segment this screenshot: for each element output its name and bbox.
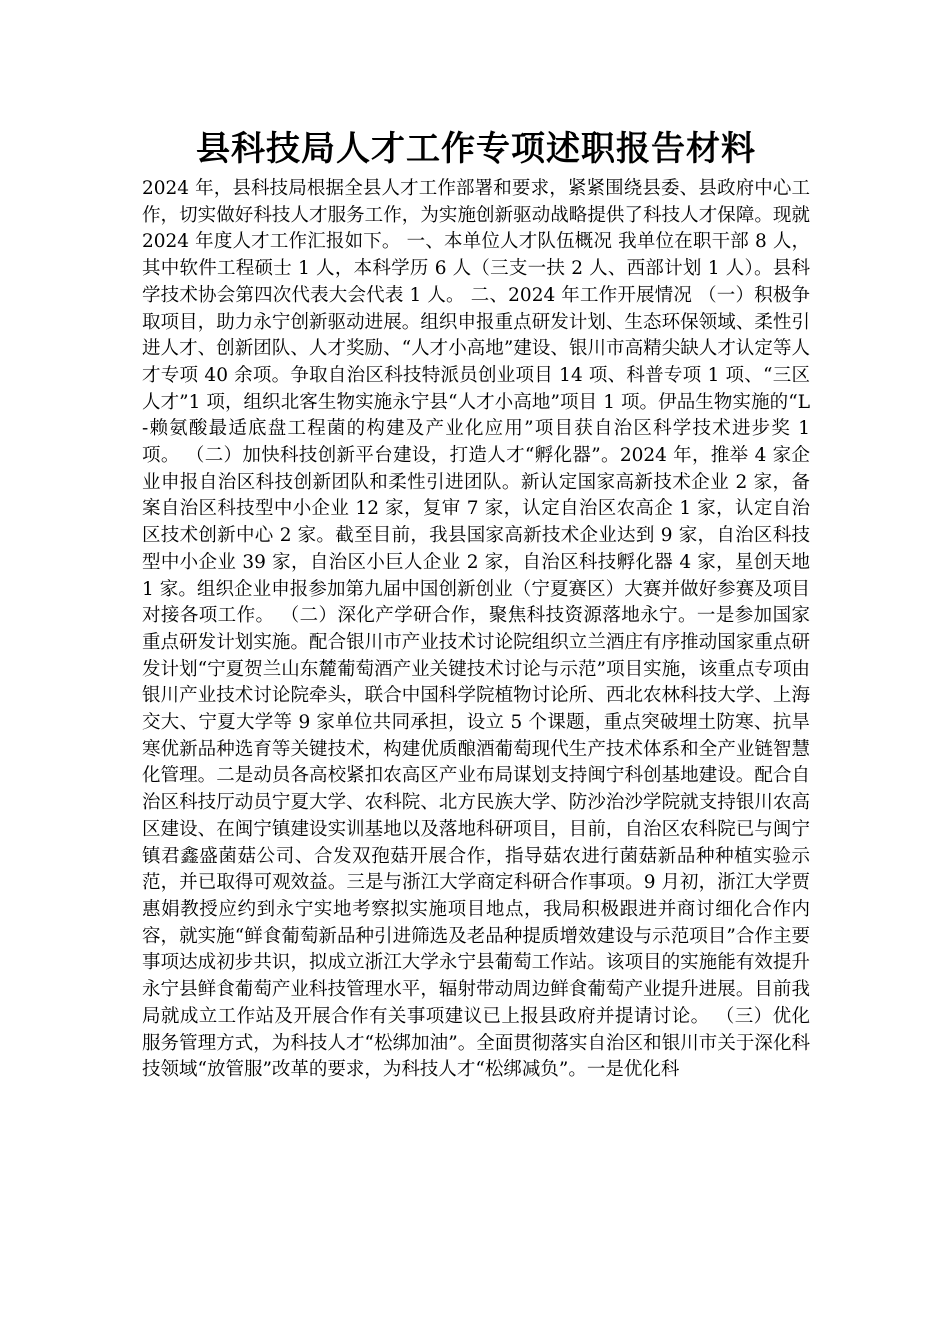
document-title: 县科技局人才工作专项述职报告材料 [196, 129, 756, 169]
document-body: 2024 年，县科技局根据全县人才工作部署和要求，紧紧围绕县委、县政府中心工作，切实做好科技人才服务工作，为实施创新驱动战略提供了科技人才保障。现就 2024 年度人才工作汇报如下。 一、本单位人才队伍概况 我单位在职干部 8 人，其中软件工程硕士 1 人，本科学历 6 人（三支一扶 2 人、西部计划 1 人）。县科学技术协会第四次代表大会代表 1 人。 二、2024 年工作开展情况 （一）积极争取项目，助力永宁创新驱动进展。组织申报重点研发计划、生态环保领域、柔性引进人才、创新团队、人才奖励、“人才小高地”建设、银川市高精尖缺人才认定等人才专项 40 余项。争取自治区科技特派员创业项目 14 项、科普专项 1 项、“三区人才”1 项，组织北客生物实施永宁县“人才小高地”项目 1 项。伊品生物实施的“L-赖氨酸最适底盘工程菌的构建及产业化应用”项目获自治区科学技术进步奖 1 项。 （二）加快科技创新平台建设，打造人才“孵化器”。2024 年，推举 4 家企业申报自治区科技创新团队和柔性引进团队。新认定国家高新技术企业 2 家，备案自治区科技型中小企业 12 家，复审 7 家，认定自治区农高企 1 家，认定自治区技术创新中心 2 家。截至目前，我县国家高新技术企业达到 9 家，自治区科技型中小企业 39 家，自治区小巨人企业 2 家，自治区科技孵化器 4 家，星创天地 1 家。组织企业申报参加第九届中国创新创业（宁夏赛区）大赛并做好参赛及项目对接各项工作。 （二）深化产学研合作，聚焦科技资源落地永宁。一是参加国家重点研发计划实施。配合银川市产业技术讨论院组织立兰酒庄有序推动国家重点研发计划“宁夏贺兰山东麓葡萄酒产业关键技术讨论与示范”项目实施，该重点专项由银川产业技术讨论院牵头，联合中国科学院植物讨论所、西北农林科技大学、上海交大、宁夏大学等 9 家单位共同承担，设立 5 个课题，重点突破埋土防寒、抗旱寒优新品种选育等关键技术，构建优质酿酒葡萄现代生产技术体系和全产业链智慧化管理。二是动员各高校紧扣农高区产业布局谋划支持闽宁科创基地建设。配合自治区科技厅动员宁夏大学、农科院、北方民族大学、防沙治沙学院就支持银川农高区建设、在闽宁镇建设实训基地以及落地科研项目，目前，自治区农科院已与闽宁镇君鑫盛菌菇公司、合发双孢菇开展合作，指导菇农进行菌菇新品种种植实验示范，并已取得可观效益。三是与浙江大学商定科研合作事项。9 月初，浙江大学贾惠娟教授应约到永宁实地考察拟实施项目地点，我局积极跟进并商讨细化合作内容，就实施“鲜食葡萄新品种引进筛选及老品种提质增效建设与示范项目”合作主要事项达成初步共识，拟成立浙江大学永宁县葡萄工作站。该项目的实施能有效提升永宁县鲜食葡萄产业科技管理水平，辐射带动周边鲜食葡萄产业提升进展。目前我局就成立工作站及开展合作有关事项建议已上报县政府并提请讨论。 （三）优化服务管理方式，为科技人才“松绑加油”。全面贯彻落实自治区和银川市关于深化科技领域“放管服”改革的要求，为科技人才“松绑减负”。一是优化科 [142, 178, 810, 1081]
document-page [142, 124, 810, 1084]
